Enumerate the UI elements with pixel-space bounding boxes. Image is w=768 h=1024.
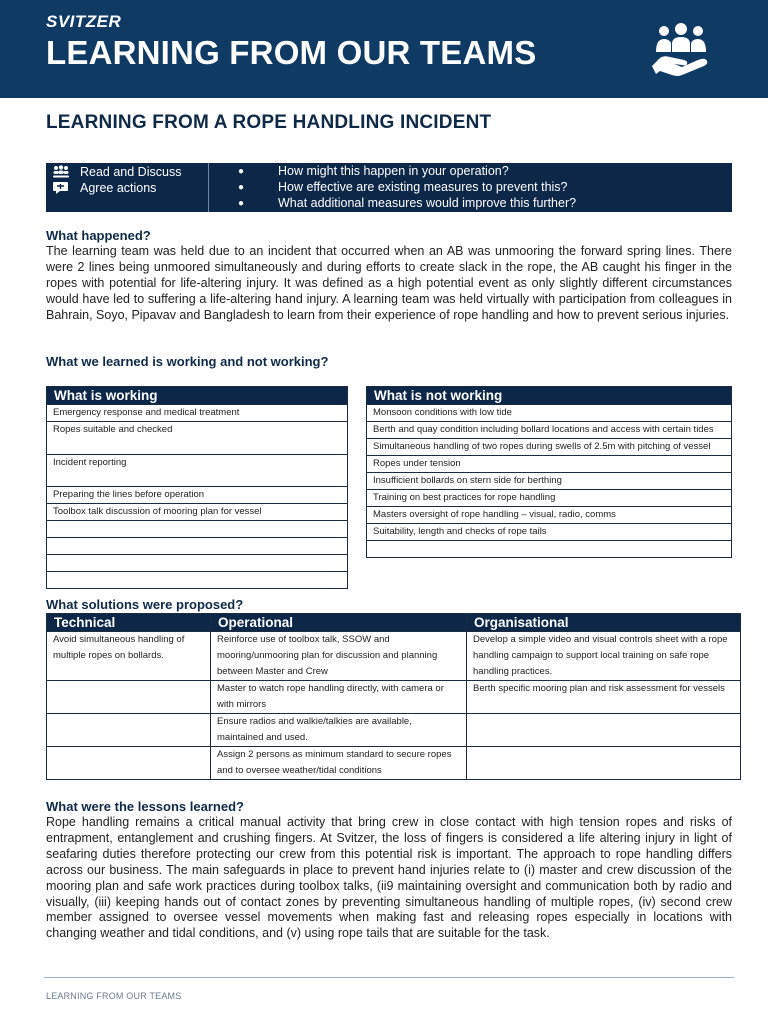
solution-cell: Reinforce use of toolbox talk, SSOW and mooring/unmooring plan for discussion and planning between Master and Crew — [211, 632, 467, 681]
organisational-header: Organisational — [467, 614, 741, 632]
speech-bubble-icon — [52, 181, 70, 195]
working-cell — [47, 555, 348, 572]
working-cell: Incident reporting — [47, 455, 348, 487]
working-cell: Ropes suitable and checked — [47, 422, 348, 455]
not-working-cell: Training on best practices for rope handling — [367, 490, 732, 507]
not-working-cell: Ropes under tension — [367, 456, 732, 473]
solution-cell — [467, 714, 741, 747]
working-cell: Preparing the lines before operation — [47, 487, 348, 504]
technical-header: Technical — [47, 614, 211, 632]
question-item: ● What additional measures would improve this further? — [238, 196, 577, 210]
read-discuss-label: Read and Discuss — [80, 165, 182, 179]
solution-cell — [47, 681, 211, 714]
group-discuss-icon — [52, 165, 70, 179]
working-cell — [47, 572, 348, 589]
not-working-cell: Masters oversight of rope handling – visual, radio, comms — [367, 507, 732, 524]
not-working-cell: Insufficient bollards on stern side for berthing — [367, 473, 732, 490]
footer-divider — [44, 977, 734, 978]
footer-label: LEARNING FROM OUR TEAMS — [46, 991, 182, 1001]
agree-actions-row — [52, 181, 156, 195]
not-working-header: What is not working — [367, 387, 732, 405]
what-happened-heading: What happened? — [46, 228, 151, 243]
working-cell: Emergency response and medical treatment — [47, 405, 348, 422]
not-working-cell: Suitability, length and checks of rope tails — [367, 524, 732, 541]
header-banner — [0, 0, 768, 98]
operational-header: Operational — [211, 614, 467, 632]
solution-cell — [47, 747, 211, 780]
not-working-cell — [367, 541, 732, 558]
not-working-table — [366, 386, 732, 558]
read-discuss-row — [52, 165, 181, 179]
solution-cell: Master to watch rope handling directly, with camera or with mirrors — [211, 681, 467, 714]
working-cell — [47, 538, 348, 555]
not-working-cell: Simultaneous handling of two ropes during swells of 2.5m with pitching of vessel — [367, 439, 732, 456]
solution-cell: Develop a simple video and visual controls sheet with a rope handling campaign to support local training on safe rope handling practices. — [467, 632, 741, 681]
solution-cell: Avoid simultaneous handling of multiple ropes on bollards. — [47, 632, 211, 681]
page-title: LEARNING FROM A ROPE HANDLING INCIDENT — [46, 112, 492, 133]
solutions-table — [46, 613, 741, 780]
brand-logo: SVITZER — [46, 12, 122, 31]
question-item: ● How might this happen in your operation? — [238, 164, 509, 178]
solution-cell — [47, 714, 211, 747]
working-cell — [47, 521, 348, 538]
action-box-left — [46, 163, 209, 212]
action-box — [46, 163, 732, 212]
not-working-cell: Berth and quay condition including bollard locations and access with certain tides — [367, 422, 732, 439]
solution-cell — [467, 747, 741, 780]
learned-heading: What we learned is working and not working? — [46, 354, 329, 369]
lessons-heading: What were the lessons learned? — [46, 799, 244, 814]
solution-cell: Berth specific mooring plan and risk assessment for vessels — [467, 681, 741, 714]
team-hand-icon — [650, 22, 712, 78]
working-cell: Toolbox talk discussion of mooring plan for vessel — [47, 504, 348, 521]
lessons-text: Rope handling remains a critical manual activity that bring crew in close contact with high tension ropes and risks of entrapment, entanglement and crushing fingers. At Svitzer, the loss of fingers is considered a life altering injury in light of seafaring duties therefore protecting our crew from this potential risk is important. The approach to rope handling differs across our business. The main safeguards in place to prevent hand injuries relate to (i) master and crew discussion of the mooring plan and safe work practices during toolbox talks, (ii9 maintaining oversight and communication both by radio and visually, (iii) keeping hands out of contact zones by preventing simultaneous handling of multiple ropes, (iv) second crew member assigned to oversee vessel movements when making fast and releasing ropes especially in locations with changing weather and tidal conditions, and (v) using rope tails that are suitable for the task. — [46, 815, 732, 941]
banner-title: LEARNING FROM OUR TEAMS — [46, 34, 537, 71]
question-item: ● How effective are existing measures to prevent this? — [238, 180, 568, 194]
agree-actions-label: Agree actions — [80, 181, 157, 195]
solutions-heading: What solutions were proposed? — [46, 597, 244, 612]
working-table — [46, 386, 348, 589]
working-header: What is working — [47, 387, 348, 405]
solution-cell: Ensure radios and walkie/talkies are available, maintained and used. — [211, 714, 467, 747]
solution-cell: Assign 2 persons as minimum standard to secure ropes and to oversee weather/tidal conditions — [211, 747, 467, 780]
what-happened-text: The learning team was held due to an incident that occurred when an AB was unmooring the forward spring lines. There were 2 lines being unmoored simultaneously and during efforts to create slack in the rope, the AB caught his finger in the ropes with potential for life-altering injury. It was defined as a high potential event as only slightly different circumstances would have led to suffering a life-altering hand injury. A learning team was held virtually with participation from colleagues in Bahrain, Soyo, Pipavav and Bangladesh to learn from their experience of rope handling and how to prevent serious injuries. — [46, 244, 732, 322]
not-working-cell: Monsoon conditions with low tide — [367, 405, 732, 422]
